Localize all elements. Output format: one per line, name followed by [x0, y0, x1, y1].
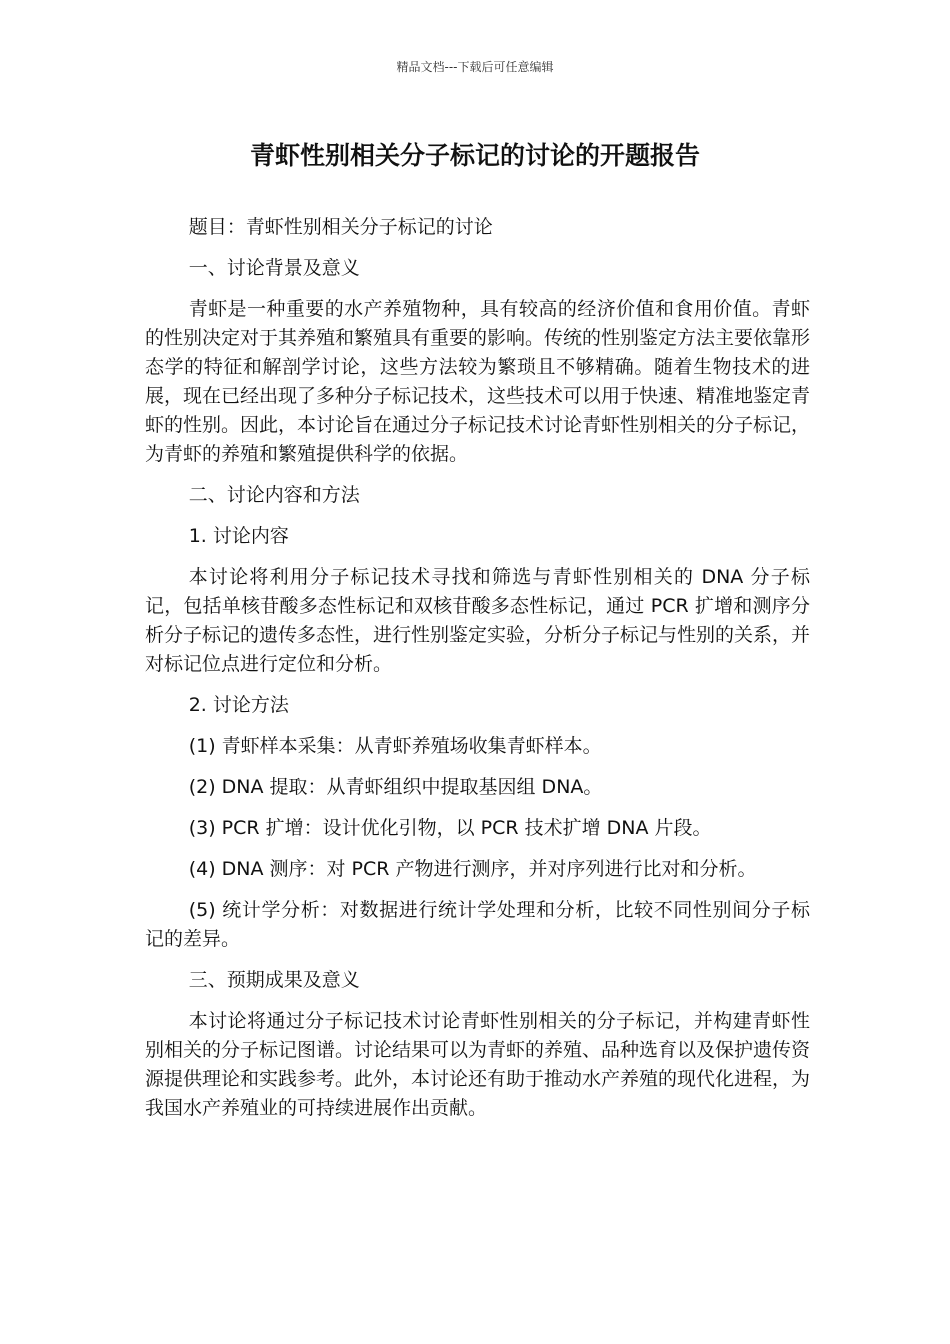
section-heading-background: 一、讨论背景及意义	[188, 257, 360, 279]
document-body	[145, 213, 810, 1135]
subheading-methods: 2. 讨论方法	[188, 694, 289, 716]
expected-results-paragraph: 本讨论将通过分子标记技术讨论青虾性别相关的分子标记，并构建青虾性别相关的分子标记图谱。讨论结果可以为青虾的养殖、品种选育以及保护遗传资源提供理论和实践参考。此外，本讨论还有助于推动水产养殖的现代化进程，为我国水产养殖业的可持续进展作出贡献。	[145, 1010, 811, 1119]
page-header: 精品文档---下载后可任意编辑	[396, 60, 554, 74]
method-item-3: (3) PCR 扩增：设计优化引物，以 PCR 技术扩增 DNA 片段。	[188, 817, 712, 839]
method-item-5: (5) 统计学分析：对数据进行统计学处理和分析，比较不同性别间分子标记的差异。	[145, 899, 810, 950]
method-item-4: (4) DNA 测序：对 PCR 产物进行测序，并对序列进行比对和分析。	[188, 858, 757, 880]
section-heading-expected-results: 三、预期成果及意义	[188, 969, 360, 991]
section-heading-content-methods: 二、讨论内容和方法	[188, 484, 360, 506]
subheading-content: 1. 讨论内容	[188, 525, 289, 547]
method-item-2: (2) DNA 提取：从青虾组织中提取基因组 DNA。	[188, 776, 603, 798]
document-title: 青虾性别相关分子标记的讨论的开题报告	[249, 141, 700, 170]
topic-line: 题目：青虾性别相关分子标记的讨论	[188, 216, 493, 238]
background-paragraph: 青虾是一种重要的水产养殖物种，具有较高的经济价值和食用价值。青虾的性别决定对于其养殖和繁殖具有重要的影响。传统的性别鉴定方法主要依靠形态学的特征和解剖学讨论，这些方法较为繁琐且不够精确。随着生物技术的进展，现在已经出现了多种分子标记技术，这些技术可以用于快速、精准地鉴定青虾的性别。因此，本讨论旨在通过分子标记技术讨论青虾性别相关的分子标记，为青虾的养殖和繁殖提供科学的依据。	[145, 298, 811, 465]
method-item-1: (1) 青虾样本采集：从青虾养殖场收集青虾样本。	[188, 735, 602, 757]
content-paragraph: 本讨论将利用分子标记技术寻找和筛选与青虾性别相关的 DNA 分子标记，包括单核苷酸多态性标记和双核苷酸多态性标记，通过 PCR 扩增和测序分析分子标记的遗传多态性，进行性别鉴定实验，分析分子标记与性别的关系，并对标记位点进行定位和分析。	[145, 566, 811, 675]
